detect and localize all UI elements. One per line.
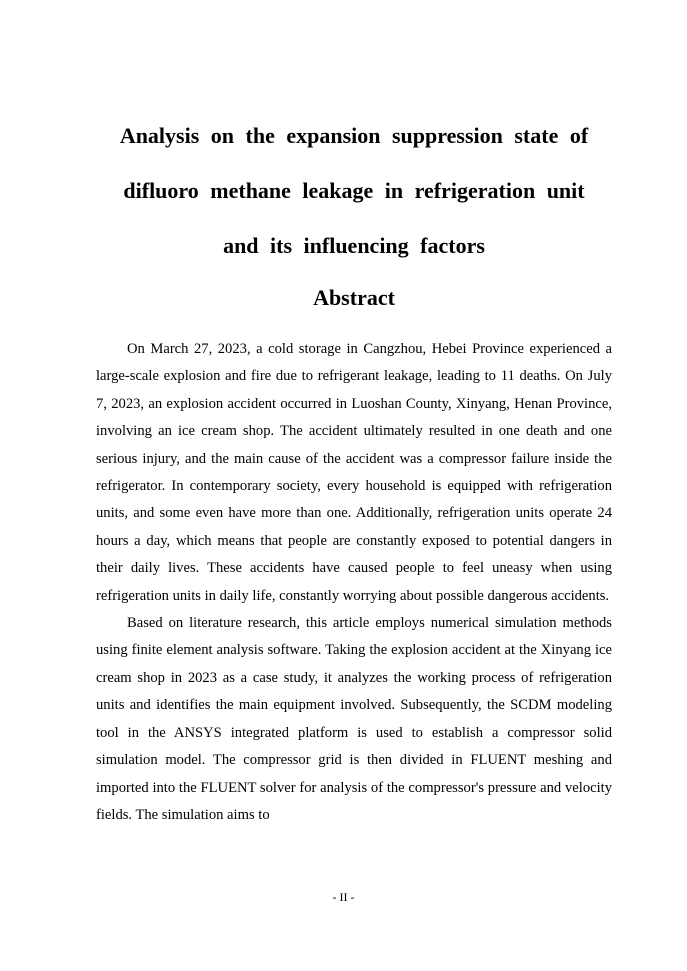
page-number: - II -: [332, 890, 355, 904]
abstract-body: [96, 336, 612, 829]
abstract-heading: Abstract: [313, 285, 395, 310]
abstract-paragraph-1: On March 27, 2023, a cold storage in Cangzhou, Hebei Province experienced a large-scale explosion and fire due to refrigerant leakage, leading to 11 deaths. On July 7, 2023, an explosion accident occurred in Luoshan County, Xinyang, Henan Province, involving an ice cream shop. The accident ultimately resulted in one death and one serious injury, and the main cause of the accident was a compressor failure inside the refrigerator. In contemporary society, every household is equipped with refrigeration units, and some even have more than one. Additionally, refrigeration units operate 24 hours a day, which means that people are constantly exposed to potential dangers in their daily lives. These accidents have caused people to feel uneasy when using refrigeration units in daily life, constantly worrying about possible dangerous accidents.: [96, 341, 612, 604]
abstract-paragraph-2: Based on literature research, this article employs numerical simulation methods using finite element analysis software. Taking the explosion accident at the Xinyang ice cream shop in 2023 as a case study, it analyzes the working process of refrigeration units and identifies the main equipment involved. Subsequently, the SCDM modeling tool in the ANSYS integrated platform is used to establish a compressor solid simulation model. The compressor grid is then divided in FLUENT meshing and imported into the FLUENT solver for analysis of the compressor's pressure and velocity fields. The simulation aims to: [96, 615, 612, 823]
title-line-3: and its influencing factors: [223, 233, 485, 258]
paper-title: [96, 108, 612, 273]
title-line-1: Analysis on the expansion suppression state of: [119, 123, 589, 148]
title-line-2: difluoro methane leakage in refrigeration unit: [123, 178, 585, 203]
